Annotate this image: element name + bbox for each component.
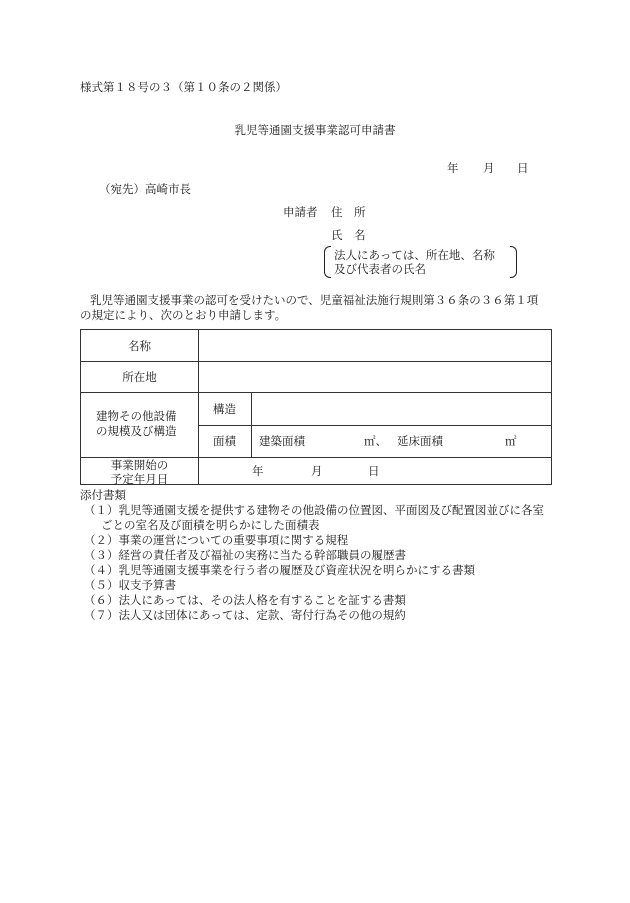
right-bracket xyxy=(510,246,517,278)
attachment-item-2: （２）事業の運営についての重要事項に関する規程 xyxy=(84,533,349,547)
name-row-label: 名称 xyxy=(128,339,151,353)
attachment-item-1b: ごとの室名及び面積を明らかにした面積表 xyxy=(101,518,320,532)
sqm-unit-2: ㎡ xyxy=(505,434,517,448)
attachments-title: 添付書類 xyxy=(80,488,126,502)
corporate-note-line1: 法人にあっては、所在地、名称 xyxy=(334,248,495,262)
addressee: （宛先）高崎市長 xyxy=(99,182,191,196)
document-title: 乳児等通園支援事業認可申請書 xyxy=(234,123,396,137)
building-area-label: 建築面積 xyxy=(259,434,305,448)
date-month-label: 月 xyxy=(483,161,495,175)
attachment-item-5: （５）収支予算書 xyxy=(84,578,176,592)
floor-area-label: 延床面積 xyxy=(397,434,443,448)
attachment-item-1a: （１）乳児等通園支援を提供する建物その他設備の位置図、平面図及び配置図並びに各室 xyxy=(84,503,544,517)
start-date-label-2: 予定年月日 xyxy=(110,472,169,486)
date-year-label: 年 xyxy=(447,161,459,175)
corporate-note-line2: 及び代表者の氏名 xyxy=(334,262,426,276)
name-label: 氏 名 xyxy=(331,228,366,242)
corporate-note xyxy=(324,246,517,278)
application-table xyxy=(80,329,552,485)
sqm-unit-1: ㎡、 xyxy=(364,434,387,448)
form-number: 様式第１８号の３（第１０条の２関係） xyxy=(80,80,287,94)
area-label: 面積 xyxy=(213,434,236,448)
address-label: 住 所 xyxy=(331,205,366,219)
body-text-line2: の規定により、次のとおり申請します。 xyxy=(80,308,287,322)
date-day-label: 日 xyxy=(517,161,529,175)
body-text-line1: 乳児等通園支援事業の認可を受けたいので、児童福祉法施行規則第３６条の３６第１項 xyxy=(90,293,539,307)
attachment-item-4: （４）乳児等通園支援事業を行う者の履歴及び資産状況を明らかにする書類 xyxy=(84,563,475,577)
applicant-label: 申請者 xyxy=(283,205,318,219)
start-day-label: 日 xyxy=(368,464,380,478)
attachment-item-3: （３）経営の責任者及び福祉の実務に当たる幹部職員の履歴書 xyxy=(84,548,406,562)
attachment-item-7: （７）法人又は団体にあっては、定款、寄付行為その他の規約 xyxy=(84,608,406,622)
start-month-label: 月 xyxy=(311,464,323,478)
structure-label: 構造 xyxy=(213,402,236,416)
attachment-item-6: （６）法人にあっては、その法人格を有することを証する書類 xyxy=(84,593,406,607)
location-row-label: 所在地 xyxy=(122,370,157,384)
facility-row-label-2: の規模及び構造 xyxy=(96,424,177,438)
facility-row-label-1: 建物その他設備 xyxy=(96,409,177,423)
start-date-label-1: 事業開始の xyxy=(110,458,169,472)
start-year-label: 年 xyxy=(252,464,264,478)
left-bracket xyxy=(324,246,331,278)
